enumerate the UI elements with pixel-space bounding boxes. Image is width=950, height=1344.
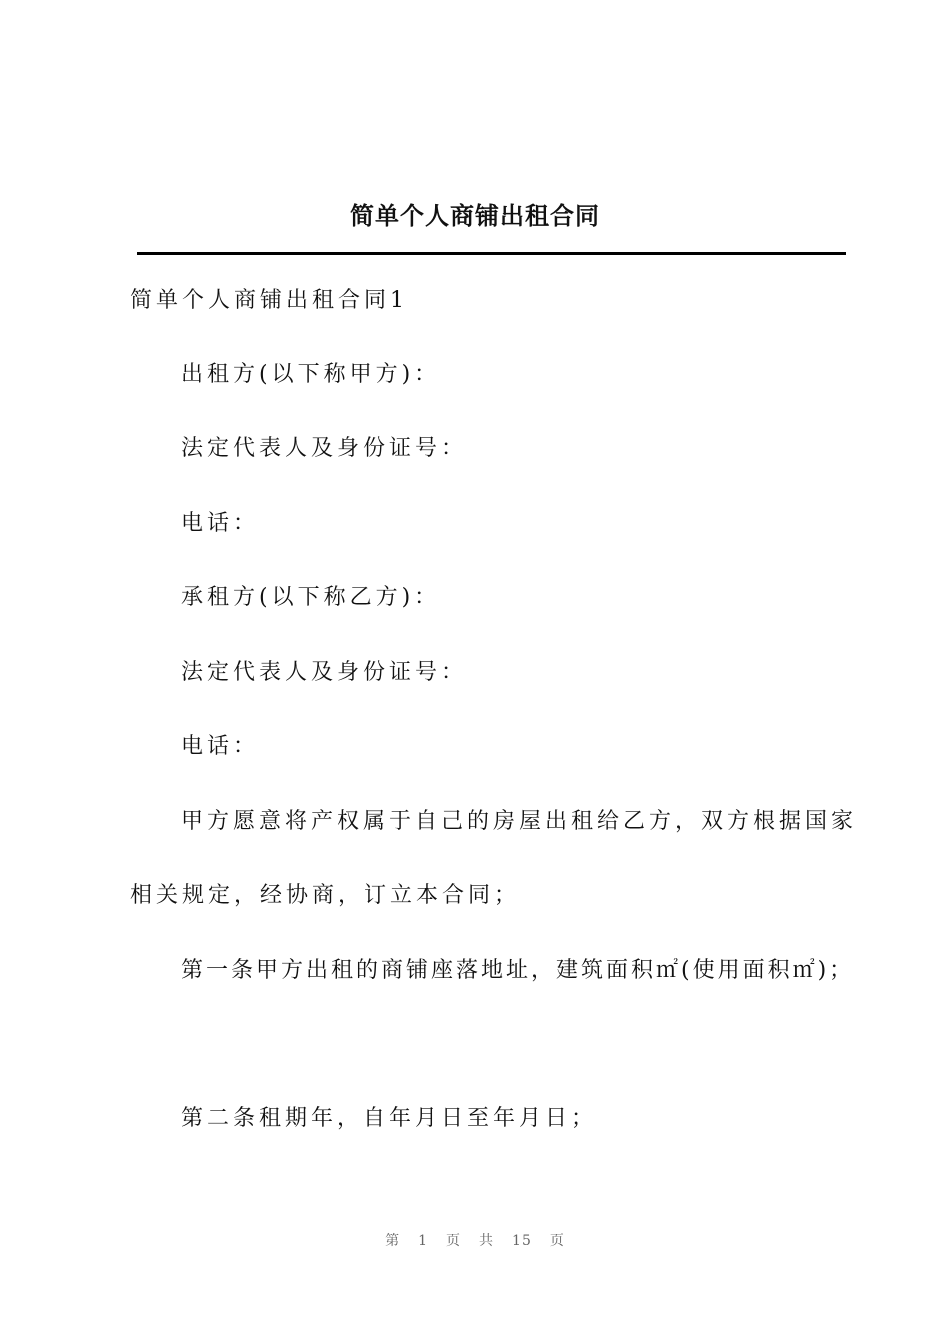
intro-paragraph-line-1: 甲方愿意将产权属于自己的房屋出租给乙方，双方根据国家 [181,809,858,834]
footer-total-unit: 页 [549,1233,565,1249]
footer-page-number: 1 [418,1233,429,1249]
section-heading: 简单个人商铺出租合同1 [130,288,408,313]
page-footer [0,1230,950,1250]
lessee-phone-line: 电话： [181,734,260,759]
title-divider [137,252,846,255]
lessor-phone-line: 电话： [181,511,260,536]
lessee-line: 承租方(以下称乙方)： [181,585,441,610]
lessee-representative-line: 法定代表人及身份证号： [181,660,468,685]
footer-total-label: 共 [479,1233,495,1249]
footer-page-label: 第 [385,1233,401,1249]
lessor-representative-line: 法定代表人及身份证号： [181,436,468,461]
document-title: 简单个人商铺出租合同 [350,201,600,230]
article-2-line: 第二条租期年，自年月日至年月日； [181,1106,598,1131]
lessor-line: 出租方(以下称甲方)： [181,362,441,387]
article-1-line: 第一条甲方出租的商铺座落地址，建筑面积㎡(使用面积㎡)； [181,958,855,983]
footer-total-pages: 15 [512,1233,532,1249]
footer-page-unit: 页 [446,1233,462,1249]
intro-paragraph-line-2: 相关规定，经协商，订立本合同； [130,883,521,908]
